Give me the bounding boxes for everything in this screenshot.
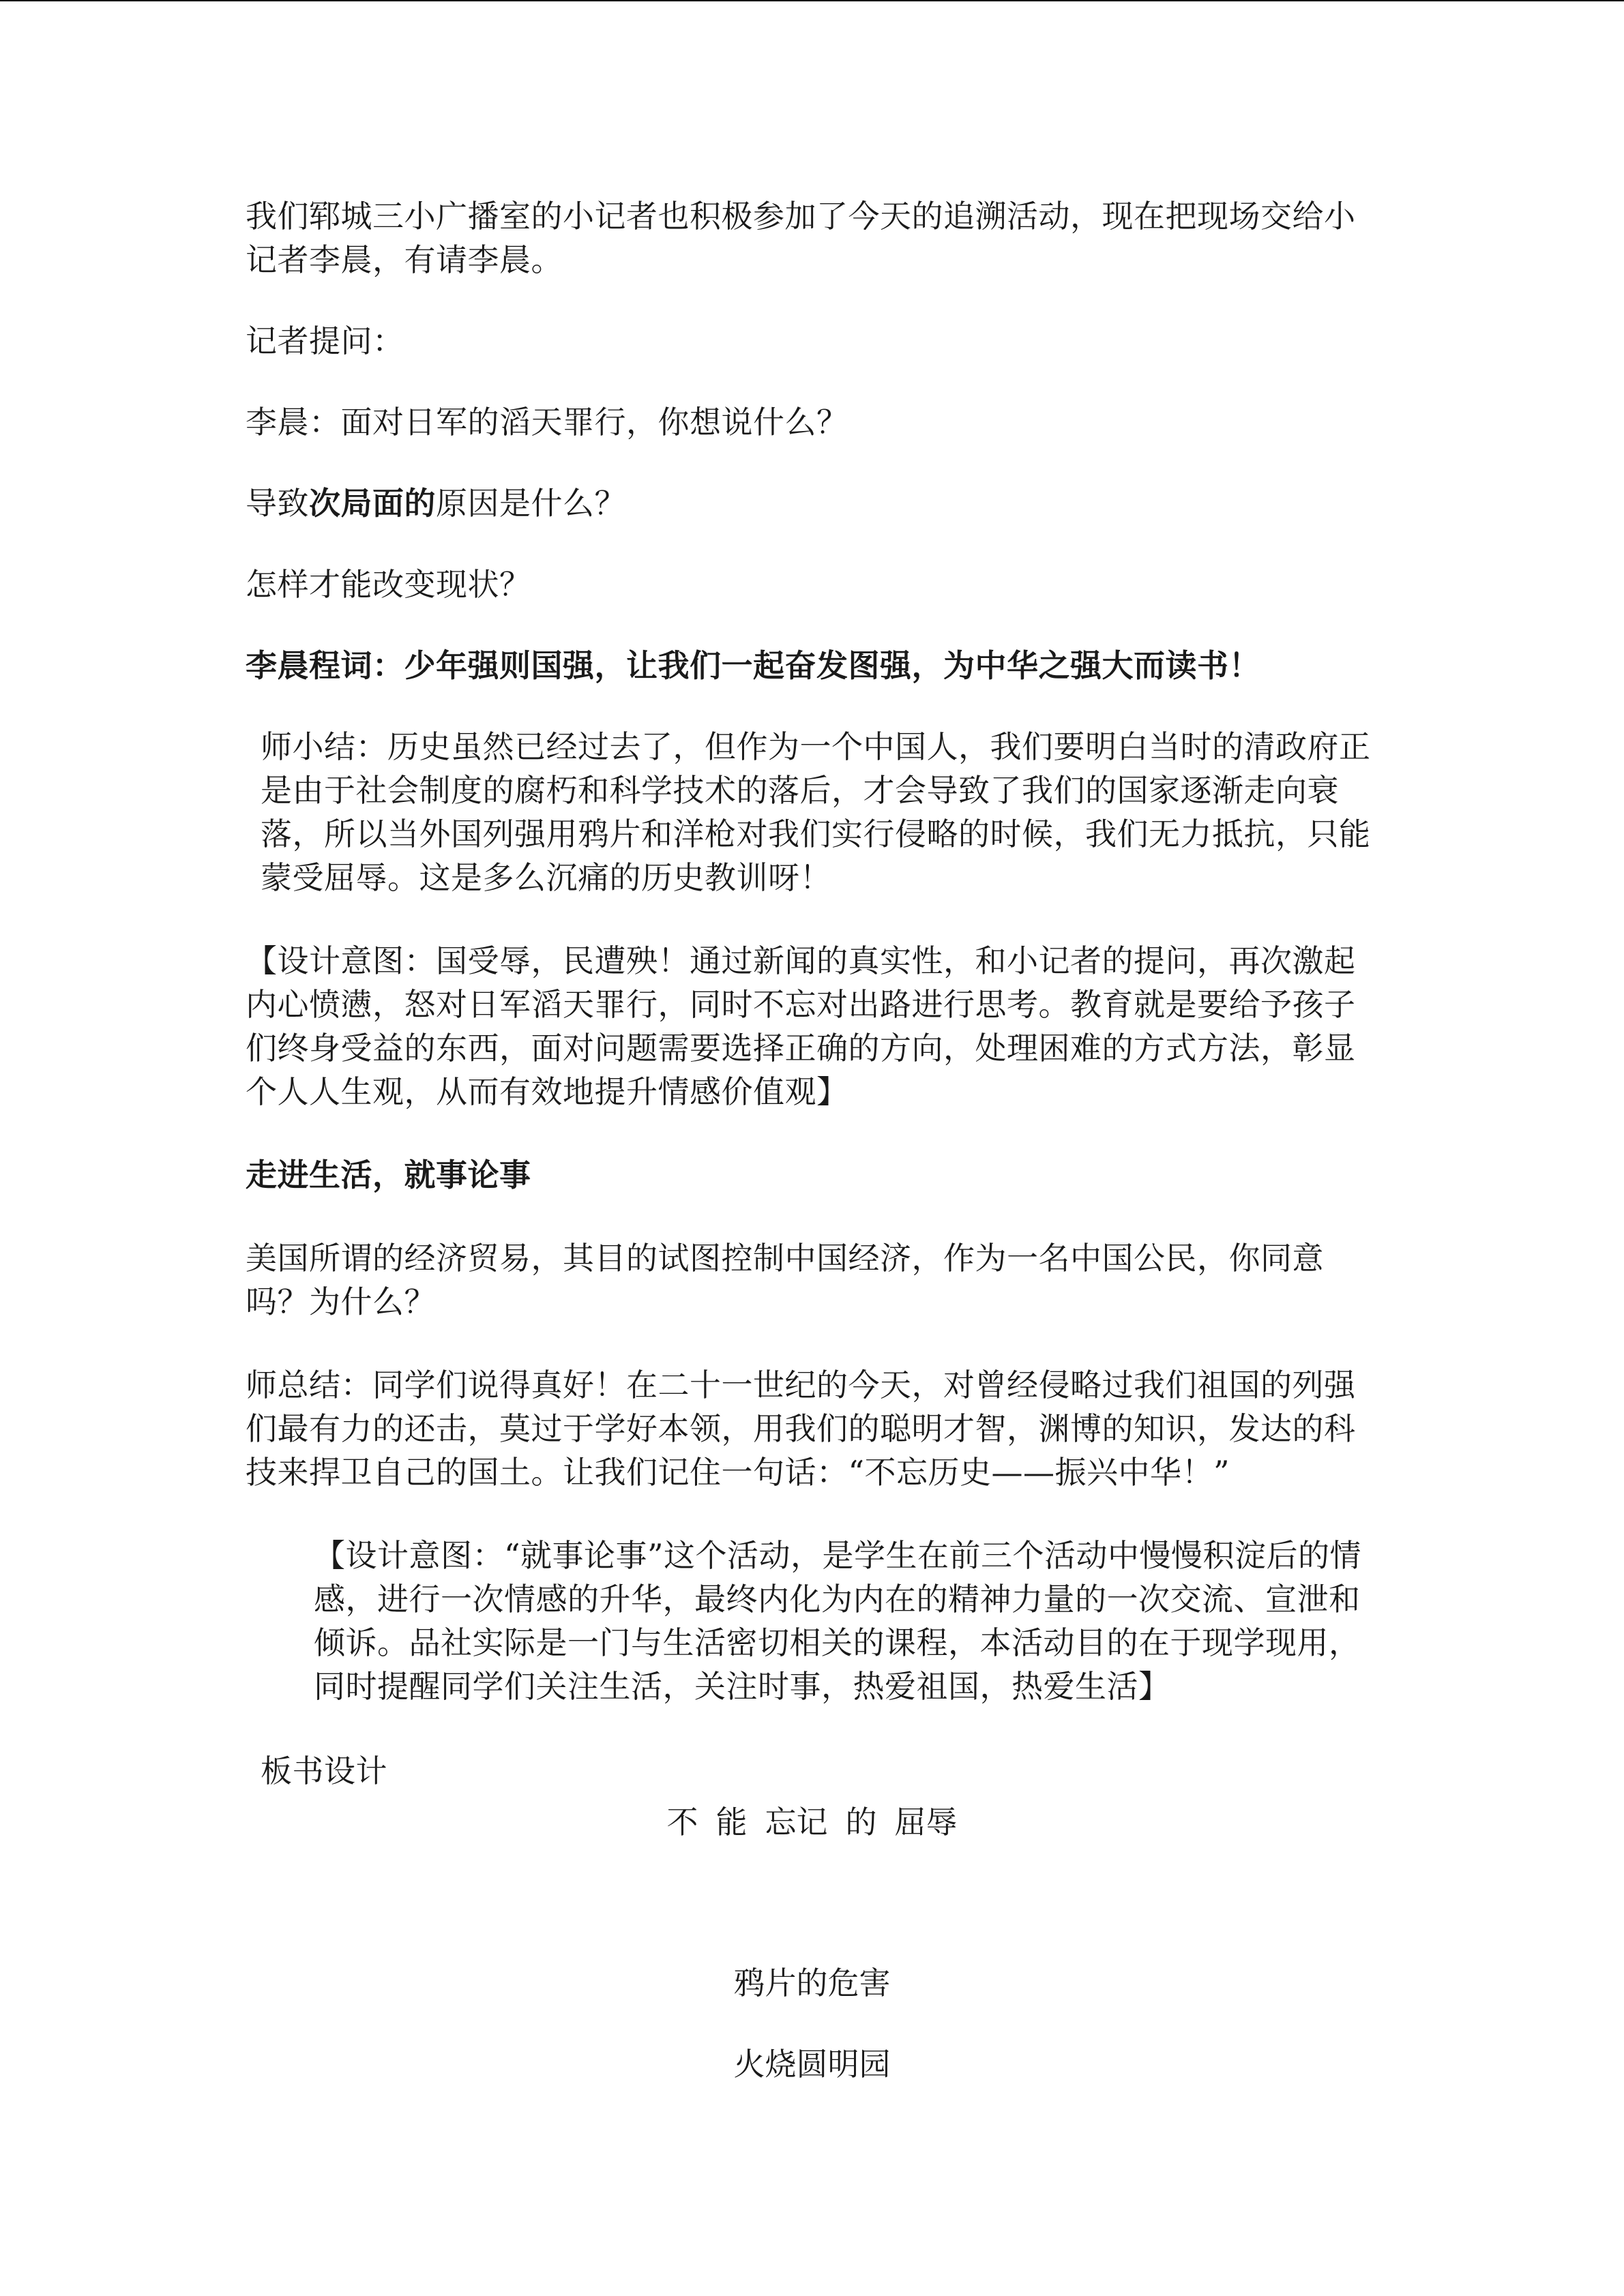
page-top-border: [0, 0, 1624, 1]
board-heading-word: 不: [666, 1804, 698, 1840]
paragraph-trade-question: 美国所谓的经济贸易，其目的试图控制中国经济，作为一名中国公民，你同意吗？为什么？: [246, 1240, 1324, 1320]
paragraph-li-chen-question: 李晨：面对日军的滔天罪行，你想说什么？: [246, 404, 848, 441]
board-heading-word: 忘记: [765, 1804, 828, 1840]
board-heading-word: 能: [715, 1804, 748, 1840]
paragraph-li-chen-closing: 李晨程词：少年强则国强，让我们一起奋发图强，为中华之强大而读书！: [246, 647, 1260, 684]
board-design-heading: [0, 1800, 1624, 1844]
paragraph-design-intent-1: 【设计意图：国受辱，民遭殃！通过新闻的真实性，和小记者的提问，再次激起内心愤懑，怒对日军滔天罪行，同时不忘对出路进行思考。教育就是要给予孩子们终身受益的东西，面对问题需要选择正确的方向，处理困难的方式方法，彰显个人人生观，从而有效地提升情感价值观】: [246, 942, 1356, 1110]
section-heading-life: 走进生活，就事论事: [246, 1157, 531, 1193]
paragraph-change-question: 怎样才能改变现状？: [246, 566, 531, 603]
paragraph-reporter-question-label: 记者提问：: [246, 323, 404, 359]
paragraph-cause-question: [246, 481, 1378, 525]
board-item-yuanmingyuan: 火烧圆明园: [733, 2046, 891, 2083]
cause-question-bold: 次局面的: [309, 485, 436, 522]
board-heading-word: 的: [845, 1804, 877, 1840]
paragraph-teacher-conclusion: 师总结：同学们说得真好！在二十一世纪的今天，对曾经侵略过我们祖国的列强们最有力的还击，莫过于学好本领，用我们的聪明才智，渊博的知识，发达的科技来捍卫自己的国土。让我们记住一句话：“不忘历史——振兴中华！”: [246, 1367, 1356, 1491]
document-body: [246, 194, 1378, 1793]
paragraph-design-intent-2: 【设计意图：“就事论事”这个活动，是学生在前三个活动中慢慢积淀后的情感，进行一次情感的升华，最终内化为内在的精神力量的一次交流、宣泄和倾诉。品社实际是一门与生活密切相关的课程，本活动目的在于现学现用，同时提醒同学们关注生活，关注时事，热爱祖国，热爱生活】: [314, 1537, 1362, 1705]
section-heading-board-design: 板书设计: [261, 1753, 387, 1789]
cause-question-suffix: 原因是什么？: [436, 485, 626, 522]
paragraph-teacher-summary: 师小结：历史虽然已经过去了，但作为一个中国人，我们要明白当时的清政府正是由于社会制度的腐朽和科学技术的落后，才会导致了我们的国家逐渐走向衰落，所以当外国列强用鸦片和洋枪对我们实行侵略的时候，我们无力抵抗，只能蒙受屈辱。这是多么沉痛的历史教训呀！: [261, 728, 1371, 896]
cause-question-prefix: 导致: [246, 485, 309, 522]
board-heading-word: 屈辱: [894, 1804, 958, 1840]
paragraph-intro: 我们郓城三小广播室的小记者也积极参加了今天的追溯活动，现在把现场交给小记者李晨，有请李晨。: [246, 198, 1356, 278]
board-item-opium: 鸦片的危害: [733, 1965, 891, 2001]
